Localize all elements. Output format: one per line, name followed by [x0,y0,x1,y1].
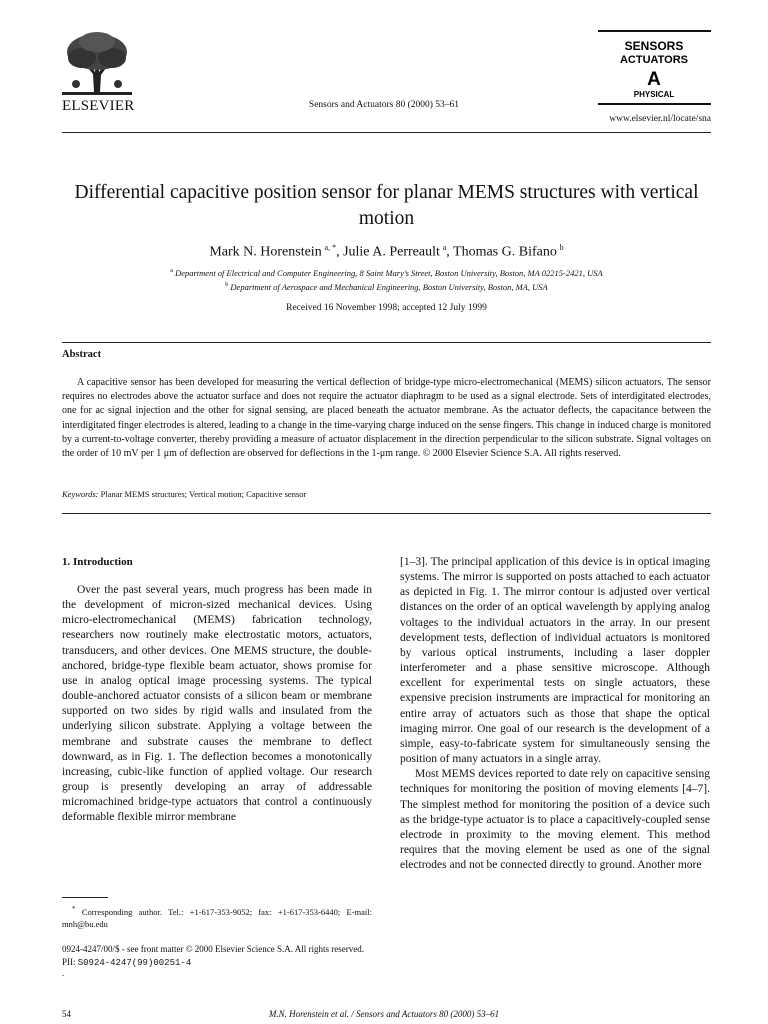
abstract-bottom-rule [62,513,711,514]
body-paragraph: [1–3]. The principal application of this device is in optical imaging systems. The mirror is supported on posts attached to each actuator as depicted in Fig. 1. The mirror contour is adjusted over vertical distances on the order of an optical wavelength by applying analog voltages to the individual actuators in the array. In our present development tests, deflection of individual actuators is monitored by various optical instruments, including a laser doppler interferometer and a phase sensitive microscope. Although excellent for experimental tests on single actuators, these expensive precision instruments are impractical for monitoring an entire array of actuators such as those that shape the optical imaging mirror. One goal of our research is the development of a simple, easy-to-fabricate system for simultaneously sensing the position of many actuators in a single array. [400,556,710,766]
pii-line [62,957,191,968]
author-separator: , [446,244,454,260]
affiliation-text: Department of Aerospace and Mechanical Engineering, Boston University, Boston, MA, USA [230,282,548,292]
journal-url[interactable]: www.elsevier.nl/locate/sna [609,114,711,124]
author-separator: , [336,244,344,260]
sensors-actuators-logo [598,30,711,105]
received-dates: Received 16 November 1998; accepted 12 July 1999 [286,303,487,313]
logo-line-1: SENSORS [624,39,684,53]
pii-label: PII: [62,957,76,967]
issn-line: 0924-4247/00/$ - see front matter © 2000 Elsevier Science S.A. All rights reserved. [62,944,365,954]
affiliation [62,268,711,278]
author-mark: a, * [324,243,337,252]
affiliation-mark: a [170,268,173,275]
keywords-label: Keywords: [62,489,99,499]
corresponding-author-footnote [62,903,372,930]
header-divider [62,132,711,133]
page-dot: . [62,968,65,978]
page-number: 54 [62,1009,71,1019]
author-name: Julie A. Perreault [343,244,440,260]
author-mark: b [559,243,564,252]
logo-line-2: ACTUATORS [619,54,689,66]
publisher-name: ELSEVIER [62,98,135,114]
pii-value: S0924-4247(99)00251-4 [77,958,192,968]
abstract-body: A capacitive sensor has been developed for measuring the vertical deflection of bridge-type micro-electromechanical (MEMS) silicon actuators. The sensor requires no electrodes above the actuator surface and does not require the actuator diaphragm to be used as a signal electrode. Sets of interdigitated electrodes, one for ac signal injection and the other for signal sensing, are placed beneath the actuator membrane. As the actuator deflects, the capacitance between the interdigitated finger electrodes is altered, leading to a change in the time-varying charge induced on the sense fingers. This change in induced charge is monitored by a current-to-voltage converter, thereby providing a measure of actuator displacement in the direction perpendicular to the silicon substrate. Signal voltages on the order of 10 mV per 1 μm of deflection are observed for deflections in the 1-μm range. © 2000 Elsevier Science S.A. All rights reserved. [62,377,711,460]
abstract-heading: Abstract [62,349,102,360]
affiliation-mark: b [225,282,229,289]
author-name: Thomas G. Bifano [453,244,557,260]
body-paragraph: Most MEMS devices reported to date rely on capacitive sensing techniques for monitoring the position of moving elements [4–7]. The simplest method for monitoring the position of a device such as the bridge-type actuator is to place a capacitively-coupled sense electrode in proximity to the moving element. This method requires that the moving element be used as one of the signal electrodes and not be connected directly to ground. Another more [400,768,710,872]
affiliation [62,282,711,292]
affiliation-text: Department of Electrical and Computer Engineering, 8 Saint Mary’s Street, Boston University, Boston, MA 02215-2421, USA [175,268,603,278]
keywords [62,489,306,499]
article-title: Differential capacitive position sensor for planar MEMS structures with vertical motion [74,182,699,229]
footnote-text: Corresponding author. Tel.: +1-617-353-9052; fax: +1-617-353-6440; E-mail: mnh@bu.edu [62,906,373,929]
author-name: Mark N. Horenstein [209,244,322,260]
section-heading: 1. Introduction [62,556,133,568]
keywords-text: Planar MEMS structures; Vertical motion; Capacitive sensor [100,489,307,499]
logo-line-4: PHYSICAL [633,90,675,99]
abstract-top-rule [62,342,711,343]
journal-logo-rule-bottom [598,103,711,105]
left-column [62,583,372,826]
author-mark: a [442,243,447,252]
footnote-rule [62,897,108,898]
right-column [400,555,710,873]
footnote-mark: * [72,905,76,913]
body-paragraph: Over the past several years, much progress has been made in the development of micron-sized mechanical devices. Using micro-electromechanical (MEMS) fabrication technology, researchers now routinely make electrostatic motors, actuators, transducers, and other devices. One MEMS structure, the double-anchored, bridge-type flexible beam actuator, shows promise for use in analog optical image processing systems. The typical double-anchored actuator consists of a silicon beam or membrane supported on two sides by rigid walls and insulated from the underlying silicon substrate. Applying a voltage between the membrane and substrate causes the membrane to deflect downward, as in Fig. 1. The deflection becomes a monotonically increasing, cubic-like function of applied voltage. Our research group is presently developing an array of addressable micromachined bridge-type actuators that control a continuously deformable flexible mirror membrane [62,584,372,824]
running-footer: M.N. Horenstein et al. / Sensors and Actuators 80 (2000) 53–61 [268,1009,500,1019]
logo-line-3: A [647,69,661,90]
author-list [62,243,711,261]
journal-reference: Sensors and Actuators 80 (2000) 53–61 [308,100,460,110]
